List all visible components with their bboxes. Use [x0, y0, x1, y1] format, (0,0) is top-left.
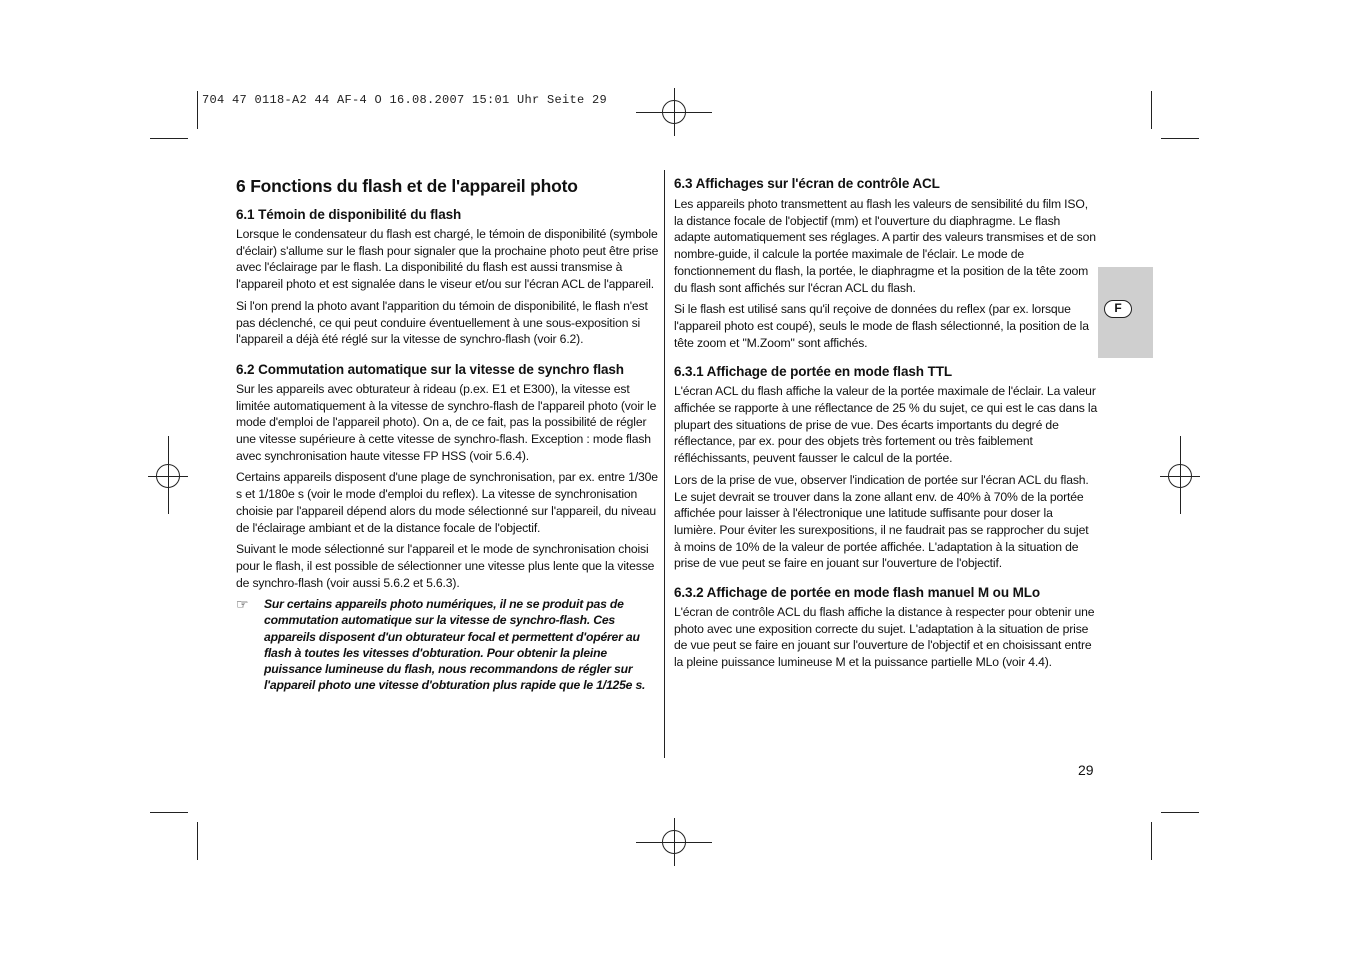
section-heading-6-2: 6.2 Commutation automatique sur la vitesse de synchro flash [236, 361, 624, 377]
crop-mark-bottom-left-h [150, 812, 188, 813]
crop-mark-top-right-v [1151, 91, 1152, 129]
right-column [674, 176, 1098, 676]
registration-v-line [674, 818, 675, 866]
registration-v-line [674, 88, 675, 136]
page-title: 6 Fonctions du flash et de l'appareil photo [236, 176, 578, 196]
paragraph: Si le flash est utilisé sans qu'il reçoive de données du reflex (par ex. lorsque l'appareil photo est coupé), seuls le mode de flash sélectionné, la position de la tête zoom et "M.Zoom" sont affichés. [674, 302, 1089, 350]
left-column [236, 176, 660, 693]
crop-mark-bottom-right-v [1151, 822, 1152, 860]
crop-mark-bottom-left-v [197, 822, 198, 860]
paragraph: Les appareils photo transmettent au flash les valeurs de sensibilité du film ISO, la distance focale de l'objectif (mm) et l'ouverture du diaphragme. Le flash adapte automatiquement ses réglages. A partir des valeurs transmises et de son nombre-guide, il calcule la portée maximale de l'éclair. Le mode de fonctionnement du flash, la portée, le diaphragme et la position de la tête zoom du flash sont affichés sur l'écran ACL du flash. [674, 197, 1096, 295]
section-heading-6-3: 6.3 Affichages sur l'écran de contrôle ACL [674, 176, 940, 191]
paragraph: Certains appareils disposent d'une plage de synchronisation, par ex. entre 1/30e s et 1/180e s (voir le mode d'emploi du reflex). La vitesse de synchronisation choisie par l'appareil dépend alors du mode sélectionné sur l'appareil, du niveau de l'éclairage ambiant et de la distance focale de l'objectif. [236, 470, 658, 535]
crop-mark-bottom-right-h [1161, 812, 1199, 813]
pointing-hand-icon: ☞ [236, 596, 249, 613]
paragraph: Si l'on prend la photo avant l'apparition du témoin de disponibilité, le flash n'est pas déclenché, ce qui peut conduire éventuellement à une sous-exposition si l'appareil a déjà été réglé sur la vitesse de synchro-flash (voir 6.2). [236, 298, 648, 347]
print-slug: 704 47 0118-A2 44 AF-4 O 16.08.2007 15:01 Uhr Seite 29 [202, 93, 608, 107]
page-number: 29 [1078, 762, 1094, 778]
language-side-tab [1098, 267, 1153, 358]
paragraph: Lors de la prise de vue, observer l'indication de portée sur l'écran ACL du flash. Le sujet devrait se trouver dans la zone allant env. de 40% à 70% de la portée affichée pour laisser à l'électronique une latitude suffisante pour doser la lumière. Pour éviter les surexpositions, il ne faudrait pas se rapprocher du sujet à moins de 10% de la valeur de portée affichée. L'adaptation à la situation de prise de vue peut se faire en jouant sur l'ouverture de l'objectif. [674, 472, 1089, 571]
crop-mark-top-right-h [1161, 138, 1199, 139]
registration-v-line [168, 436, 169, 514]
paragraph: L'écran de contrôle ACL du flash affiche la distance à respecter pour obtenir une photo avec une exposition correcte du sujet. L'adaptation à la situation de prise de vue peut se faire en jouant sur l'ouverture de l'objectif et en choisissant entre la pleine puissance lumineuse M et la puissance partielle MLo (voir 4.4). [674, 605, 1095, 670]
registration-v-line [1180, 436, 1181, 514]
crop-mark-top-left-v [197, 91, 198, 129]
section-heading-6-1: 6.1 Témoin de disponibilité du flash [236, 207, 462, 222]
note-text: Sur certains appareils photo numériques, il ne se produit pas de commutation automatique sur la vitesse de synchro-flash. Ces appareils disposent d'un obturateur focal et permettent d'opérer au flash à toutes les vitesses d'obturation. Pour obtenir la pleine puissance lumineuse du flash, nous recommandons de régler sur l'appareil photo une vitesse d'obturation plus rapide que le 1/125e s. [264, 597, 646, 692]
paragraph: Sur les appareils avec obturateur à rideau (p.ex. E1 et E300), la vitesse est limitée automatiquement à la vitesse de synchro-flash de l'appareil photo (voir le mode d'emploi de l'appareil photo). On a, de ce fait, pas la possibilité de régler une vitesse supérieure à cette vitesse de synchro-flash. Exception : mode flash avec synchronisation haute vitesse FP HSS (voir 5.6.4). [236, 381, 657, 463]
note-block [236, 596, 660, 693]
paragraph: L'écran ACL du flash affiche la valeur de la portée maximale de l'éclair. La valeur affichée se rapporte à une réflectance de 25 % du sujet, ce qui est le cas dans la plupart des situations de prise de vue. Des écarts importants du degré de réflectance, par ex. pour des objets très fortement ou très faiblement réfléchissants, peuvent fausser le calcul de la portée. [674, 384, 1098, 466]
column-divider [664, 170, 665, 758]
section-heading-6-3-1: 6.3.1 Affichage de portée en mode flash TTL [674, 364, 953, 380]
paragraph: Lorsque le condensateur du flash est chargé, le témoin de disponibilité (symbole d'éclair) s'allume sur le flash pour signaler que la prochaine photo peut être prise avec l'éclairage par le flash. La disponibilité du flash est aussi transmise à l'appareil photo et est signalée dans le viseur et/ou sur l'écran ACL de l'appareil. [236, 227, 659, 292]
crop-mark-top-left-h [150, 138, 188, 139]
section-heading-6-3-2: 6.3.2 Affichage de portée en mode flash manuel M ou MLo [674, 585, 1041, 601]
paragraph: Suivant le mode sélectionné sur l'appareil et le mode de synchronisation choisi pour le flash, il est possible de sélectionner une vitesse plus lente que la vitesse de synchro-flash (voir aussi 5.6.2 et 5.6.3). [236, 542, 655, 590]
language-badge: F [1104, 300, 1132, 318]
